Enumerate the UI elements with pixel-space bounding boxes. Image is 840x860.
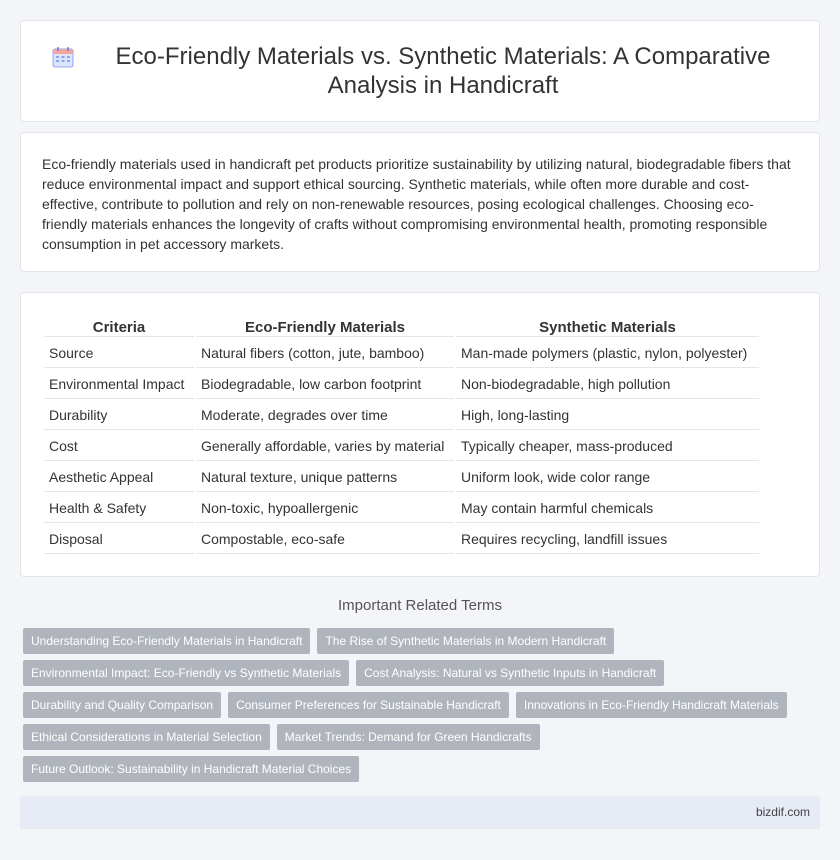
table-cell: Uniform look, wide color range: [456, 463, 759, 492]
footer-site-link[interactable]: bizdif.com: [755, 805, 810, 819]
table-cell: Source: [44, 339, 194, 368]
table-cell: Aesthetic Appeal: [44, 463, 194, 492]
page-title: Eco-Friendly Materials vs. Synthetic Materials: A Comparative Analysis in Handicraft: [115, 43, 771, 99]
table-cell: Natural texture, unique patterns: [196, 463, 454, 492]
column-header-synthetic: Synthetic Materials: [456, 317, 759, 337]
related-term-tag[interactable]: Understanding Eco-Friendly Materials in Handicraft: [23, 628, 310, 654]
table-row: [44, 339, 759, 368]
table-cell: Generally affordable, varies by material: [196, 432, 454, 461]
column-header-eco-friendly: Eco-Friendly Materials: [196, 317, 454, 337]
table-row: [44, 401, 759, 430]
related-term-tag[interactable]: Market Trends: Demand for Green Handicrafts: [277, 724, 540, 750]
table-header-row: [44, 317, 759, 337]
calendar-icon: [51, 45, 75, 69]
footer: [20, 796, 820, 829]
table-cell: Moderate, degrades over time: [196, 401, 454, 430]
table-row: [44, 494, 759, 523]
table-cell: Biodegradable, low carbon footprint: [196, 370, 454, 399]
column-header-criteria: Criteria: [44, 317, 194, 337]
table-cell: Durability: [44, 401, 194, 430]
table-cell: Disposal: [44, 525, 194, 554]
table-cell: Health & Safety: [44, 494, 194, 523]
table-cell: Natural fibers (cotton, jute, bamboo): [196, 339, 454, 368]
table-cell: Non-biodegradable, high pollution: [456, 370, 759, 399]
comparison-table-card: [20, 292, 820, 577]
table-cell: Non-toxic, hypoallergenic: [196, 494, 454, 523]
related-term-tag[interactable]: Future Outlook: Sustainability in Handicraft Material Choices: [23, 756, 359, 782]
table-cell: Typically cheaper, mass-produced: [456, 432, 759, 461]
table-row: [44, 525, 759, 554]
related-term-tag[interactable]: Ethical Considerations in Material Selection: [23, 724, 270, 750]
table-row: [44, 463, 759, 492]
related-term-tag[interactable]: Consumer Preferences for Sustainable Handicraft: [228, 692, 509, 718]
table-cell: Cost: [44, 432, 194, 461]
related-terms-title: Important Related Terms: [338, 597, 502, 614]
table-cell: Environmental Impact: [44, 370, 194, 399]
table-cell: High, long-lasting: [456, 401, 759, 430]
table-cell: Man-made polymers (plastic, nylon, polyester): [456, 339, 759, 368]
table-cell: Compostable, eco-safe: [196, 525, 454, 554]
comparison-table: [42, 315, 761, 556]
related-term-tag[interactable]: Environmental Impact: Eco-Friendly vs Synthetic Materials: [23, 660, 349, 686]
table-row: [44, 432, 759, 461]
table-cell: May contain harmful chemicals: [456, 494, 759, 523]
related-terms-list: [23, 628, 813, 788]
header-card: [20, 20, 820, 122]
related-term-tag[interactable]: The Rise of Synthetic Materials in Modern Handicraft: [317, 628, 614, 654]
related-term-tag[interactable]: Innovations in Eco-Friendly Handicraft Materials: [516, 692, 787, 718]
table-cell: Requires recycling, landfill issues: [456, 525, 759, 554]
table-row: [44, 370, 759, 399]
intro-card: [20, 132, 820, 272]
related-term-tag[interactable]: Cost Analysis: Natural vs Synthetic Inputs in Handicraft: [356, 660, 664, 686]
intro-paragraph: Eco-friendly materials used in handicraft pet products prioritize sustainability by utilizing natural, biodegradable fibers that reduce environmental impact and support ethical sourcing. Synthetic materials, while often more durable and cost-effective, contribute to pollution and rely on non-renewable resources, posing ecological challenges. Choosing eco-friendly materials enhances the longevity of crafts without compromising environmental health, promoting responsible consumption in pet accessory markets.: [42, 156, 791, 252]
related-term-tag[interactable]: Durability and Quality Comparison: [23, 692, 221, 718]
